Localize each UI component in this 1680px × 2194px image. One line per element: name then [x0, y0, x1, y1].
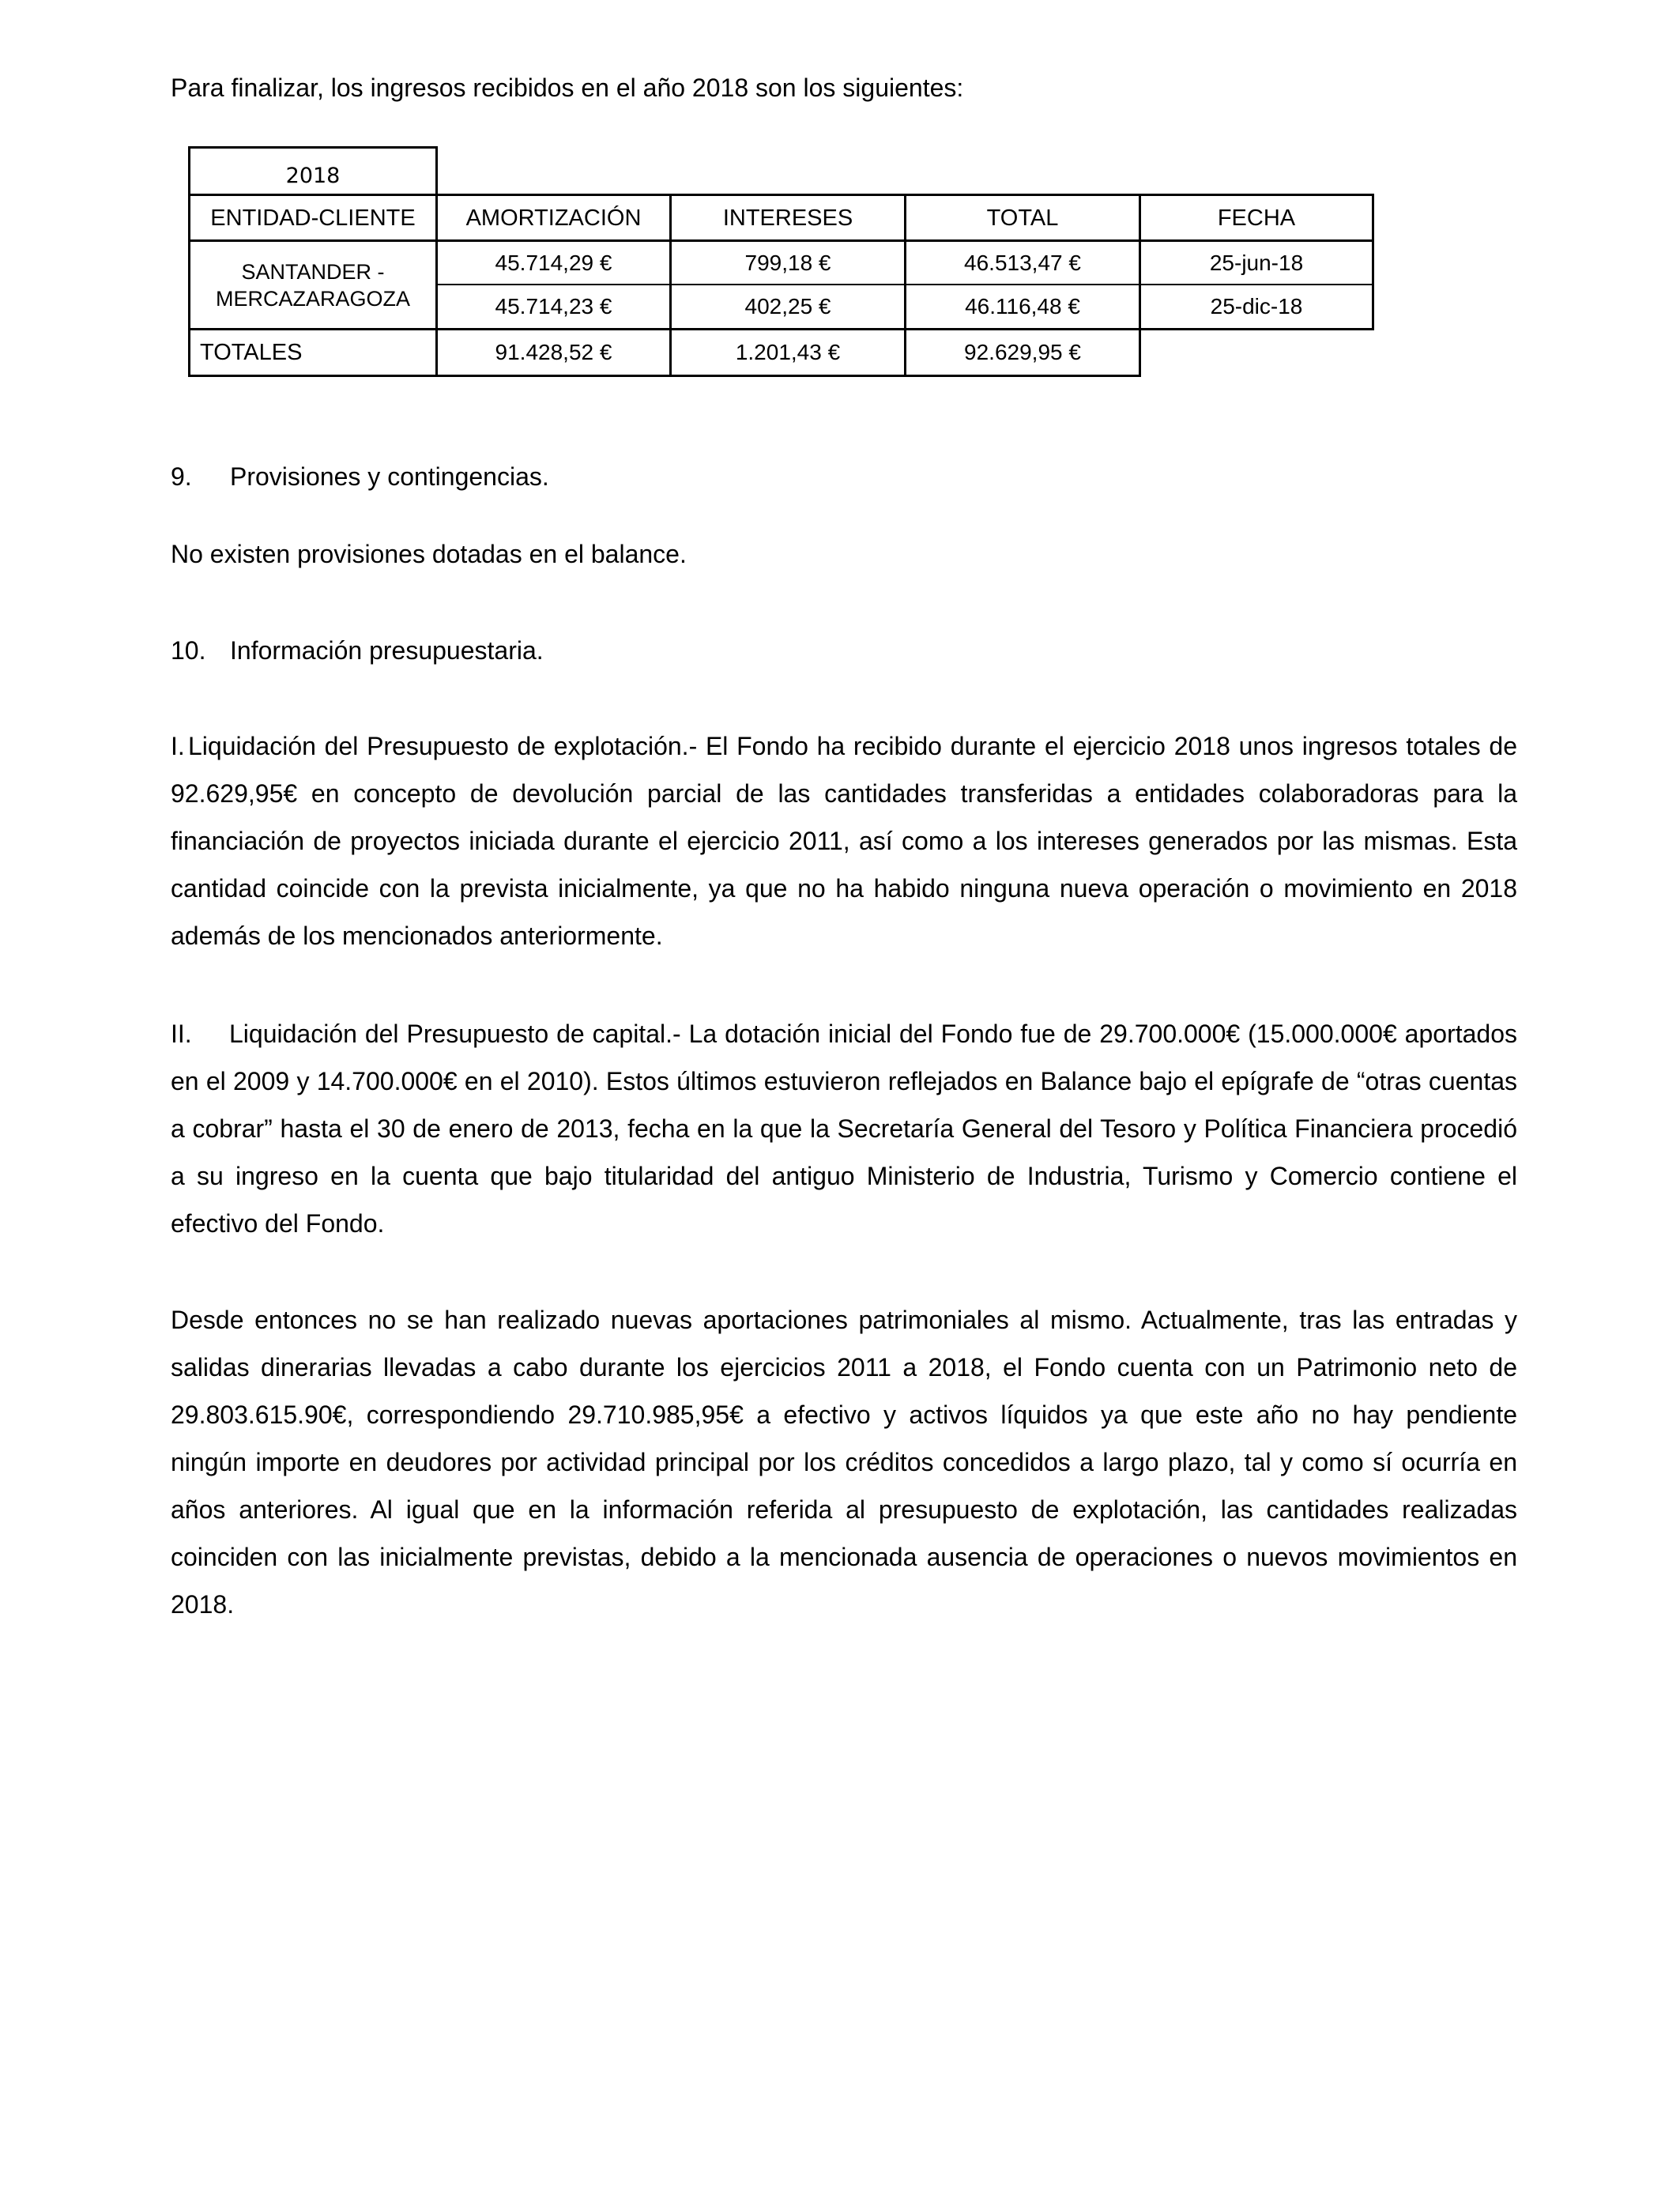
header-entidad: ENTIDAD-CLIENTE — [210, 205, 416, 231]
row1-intereses: 799,18 € — [744, 250, 831, 275]
row2-intereses: 402,25 € — [744, 294, 831, 319]
table-year: 2018 — [285, 163, 341, 188]
paragraph-i-marker: I. — [171, 732, 185, 760]
row1-fecha: 25-jun-18 — [1209, 250, 1304, 275]
paragraph-i — [171, 722, 1517, 959]
header-amortizacion: AMORTIZACIÓN — [465, 205, 642, 231]
section-9-number: 9. — [171, 462, 192, 491]
paragraph-final: Desde entonces no se han realizado nuevas aportaciones patrimoniales al mismo. Actualmente, tras las entradas y salidas dinerarias llevadas a cabo durante los ejercicios 2011 a 2018, el Fondo cuenta con un Patrimonio neto de 29.803.615.90€, correspondiendo 29.710.985,95€ a efectivo y activos líquidos ya que este año no hay pendiente ningún importe en deudores por actividad principal por los créditos concedidos a largo plazo, tal y como sí ocurría en años anteriores. Al igual que en la información referida al presupuesto de explotación, las cantidades realizadas coinciden con las inicialmente previstas, debido a la mencionada ausencia de operaciones o nuevos movimientos en 2018. — [171, 1306, 1517, 1619]
row2-total: 46.116,48 € — [965, 294, 1080, 319]
intro-text: Para finalizar, los ingresos recibidos en el año 2018 son los siguientes: — [171, 74, 964, 102]
section-10-number: 10. — [171, 636, 206, 665]
totals-total: 92.629,95 € — [964, 340, 1081, 364]
paragraph-ii-text: Liquidación del Presupuesto de capital.- La dotación inicial del Fondo fue de 29.700.000€ (15.000.000€ aportados en el 2009 y 14.700.000€ en el 2010). Estos últimos estuvieron reflejados en Balance bajo el epígrafe de “otras cuentas a cobrar” hasta el 30 de enero de 2013, fecha en la que la Secretaría General del Tesoro y Política Financiera procedió a su ingreso en la cuenta que bajo titularidad del antiguo Ministerio de Industria, Turismo y Comercio contiene el efectivo del Fondo. — [171, 1020, 1517, 1238]
row2-fecha: 25-dic-18 — [1210, 294, 1303, 319]
section-9-heading — [171, 462, 549, 492]
section-9-text: No existen provisiones dotadas en el balance. — [171, 540, 687, 568]
row1-amortizacion: 45.714,29 € — [495, 250, 612, 275]
section-10-title: Información presupuestaria. — [230, 636, 544, 665]
header-intereses: INTERESES — [722, 205, 853, 231]
totals-amortizacion: 91.428,52 € — [495, 340, 612, 364]
header-total: TOTAL — [986, 205, 1059, 231]
entity-cell: SANTANDER - MERCAZARAGOZA — [215, 259, 411, 311]
row2-amortizacion: 45.714,23 € — [495, 294, 612, 319]
paragraph-ii — [171, 1010, 1517, 1247]
paragraph-i-text: Liquidación del Presupuesto de explotación.- El Fondo ha recibido durante el ejercicio 2018 unos ingresos totales de 92.629,95€ en concepto de devolución parcial de las cantidades transferidas a entidades colaboradoras para la financiación de proyectos iniciada durante el ejercicio 2011, así como a los intereses generados por las mismas. Esta cantidad coincide con la prevista inicialmente, ya que no ha habido ninguna nueva operación o movimiento en 2018 además de los mencionados anteriormente. — [171, 732, 1517, 950]
row1-total: 46.513,47 € — [964, 250, 1081, 275]
section-9-title: Provisiones y contingencias. — [230, 462, 549, 491]
header-fecha: FECHA — [1217, 205, 1296, 231]
section-10-heading — [171, 635, 544, 665]
paragraph-ii-marker: II. — [171, 1020, 192, 1048]
totals-intereses: 1.201,43 € — [735, 340, 841, 364]
totals-label: TOTALES — [200, 340, 303, 365]
